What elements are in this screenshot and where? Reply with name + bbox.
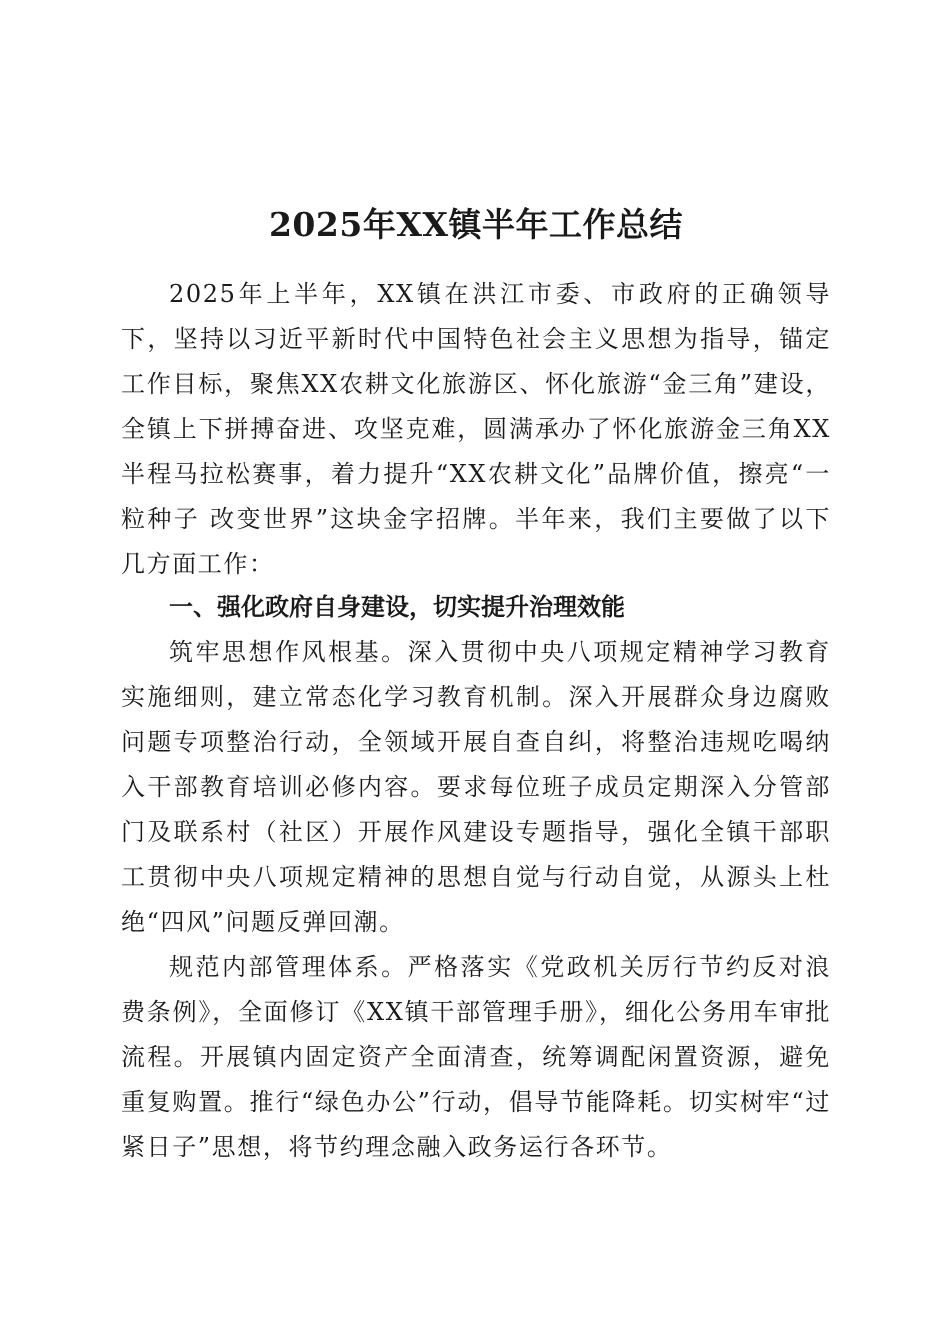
document-title: 2025年XX镇半年工作总结 <box>268 205 684 245</box>
section-heading: 一、强化政府自身建设，切实提升治理效能 <box>169 593 625 621</box>
body-paragraph: 筑牢思想作风根基。深入贯彻中央八项规定精神学习教育实施细则，建立常态化学习教育机制。深入开展群众身边腐败问题专项整治行动，全领域开展自查自纠，将整治违规吃喝纳入干部教育培训必修内容。要求每位班子成员定期深入分管部门及联系村（社区）开展作风建设专题指导，强化全镇干部职工贯彻中央八项规定精神的思想自觉与行动自觉，从源头上杜绝“四风”问题反弹回潮。 <box>121 638 831 936</box>
intro-paragraph: 2025年上半年，XX镇在洪江市委、市政府的正确领导下，坚持以习近平新时代中国特色社会主义思想为指导，锚定工作目标，聚焦XX农耕文化旅游区、怀化旅游“金三角”建设，全镇上下拼搏奋进、攻坚克难，圆满承办了怀化旅游金三角XX半程马拉松赛事，着力提升“XX农耕文化”品牌价值，擦亮“一粒种子 改变世界”这块金字招牌。半年来，我们主要做了以下几方面工作： <box>121 280 831 578</box>
body-paragraph: 规范内部管理体系。严格落实《党政机关厉行节约反对浪费条例》，全面修订《XX镇干部管理手册》，细化公务用车审批流程。开展镇内固定资产全面清查，统筹调配闲置资源，避免重复购置。推行“绿色办公”行动，倡导节能降耗。切实树牢“过紧日子”思想，将节约理念融入政务运行各环节。 <box>121 953 831 1161</box>
